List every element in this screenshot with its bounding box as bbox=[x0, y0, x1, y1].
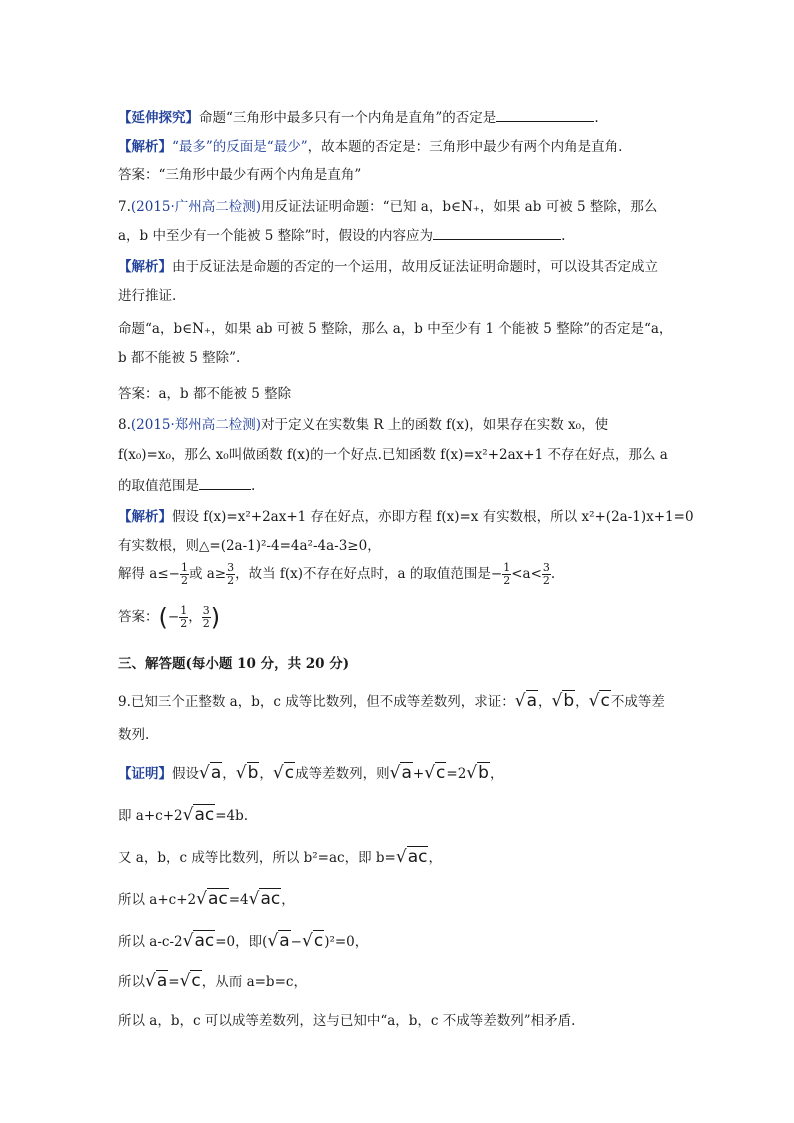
q8-analysis-2: 有实数根，则△=(2a-1)²-4=4a²-4a-3≥0， bbox=[118, 538, 381, 554]
q7-analysis-2: 进行推证. bbox=[118, 288, 177, 304]
sqrt-symbol: √ bbox=[466, 763, 478, 783]
fraction: $\frac{3}{2}$ bbox=[227, 561, 235, 587]
q8-line-2: f(x₀)=x₀，那么 x₀叫做函数 f(x)的一个好点.已知函数 f(x)=x²+2ax+1 不存在好点，那么 a bbox=[118, 447, 668, 463]
proof-line-2: 即 a+c+2√ac=4b. bbox=[118, 805, 249, 825]
sqrt-symbol: √ bbox=[235, 763, 247, 783]
sqrt-symbol: √ bbox=[395, 847, 407, 867]
answer-blank bbox=[433, 226, 561, 240]
analysis-text: ，故本题的否定是：三角形中最少有两个内角是直角. bbox=[307, 139, 623, 155]
sqrt-symbol: √ bbox=[301, 931, 313, 951]
q7-line-2: a，b 中至少有一个能被 5 整除”时，假设的内容应为 . bbox=[118, 228, 566, 244]
q7-analysis-3: 命题“a，b∈N₊，如果 ab 可被 5 整除，那么 a，b 中至少有 1 个能被 5 整除”的否定是“a， bbox=[118, 321, 673, 337]
q8-source: (2015·郑州高二检测) bbox=[130, 417, 262, 433]
sqrt-symbol: √ bbox=[179, 971, 191, 991]
section-heading: 三、解答题(每小题 10 分，共 20 分) bbox=[118, 656, 350, 672]
analysis-tag: 【解析】 bbox=[118, 139, 172, 155]
proof-line-5: 所以 a-c-2√ac=0，即(√a−√c)²=0， bbox=[118, 931, 369, 951]
sqrt-symbol: √ bbox=[182, 805, 194, 825]
q7-line-1: 7.(2015·广州高二检测)用反证法证明命题：“已知 a，b∈N₊，如果 ab 可被 5 整除，那么 bbox=[118, 199, 658, 215]
q7-answer: 答案：a，b 都不能被 5 整除 bbox=[118, 386, 292, 402]
extension-question: 【延伸探究】命题“三角形中最多只有一个内角是直角”的否定是 . bbox=[118, 110, 599, 126]
analysis-tag: 【解析】 bbox=[118, 509, 172, 525]
answer-blank bbox=[199, 476, 251, 490]
proof-line-4: 所以 a+c+2√ac=4√ac， bbox=[118, 889, 295, 909]
extension-answer: 答案：“三角形中最少有两个内角是直角” bbox=[118, 167, 362, 183]
q7-analysis-1: 【解析】由于反证法是命题的否定的一个运用，故用反证法证明命题时，可以设其否定成立 bbox=[118, 259, 658, 275]
sqrt-symbol: √ bbox=[196, 889, 207, 909]
proof-line-7: 所以 a，b，c 可以成等差数列，这与已知中“a，b，c 不成等差数列”相矛盾. bbox=[118, 1013, 576, 1029]
sqrt-symbol: √ bbox=[588, 691, 600, 711]
q7-analysis-4: b 都不能被 5 整除”. bbox=[118, 350, 241, 366]
sqrt-symbol: √ bbox=[248, 889, 260, 909]
q8-analysis-1: 【解析】假设 f(x)=x²+2ax+1 存在好点，亦即方程 f(x)=x 有实数根，所以 x²+(2a-1)x+1=0 bbox=[118, 509, 694, 525]
sqrt-symbol: √ bbox=[145, 971, 156, 991]
sqrt-symbol: √ bbox=[389, 763, 401, 783]
fraction: $\frac{1}{2}$ bbox=[180, 604, 188, 630]
fraction: $\frac{1}{2}$ bbox=[503, 561, 511, 587]
sqrt-symbol: √ bbox=[182, 931, 194, 951]
q8-line-1: 8.(2015·郑州高二检测)对于定义在实数集 R 上的函数 f(x)，如果存在实数 x₀，使 bbox=[118, 417, 609, 433]
proof-line-6: 所以√a=√c，从而 a=b=c， bbox=[118, 971, 307, 991]
sqrt-symbol: √ bbox=[199, 763, 210, 783]
proof-tag: 【证明】 bbox=[118, 766, 172, 782]
fraction: $\frac{1}{2}$ bbox=[180, 561, 188, 587]
proof-line-1: 【证明】假设√a，√b，√c成等差数列，则√a+√c=2√b， bbox=[118, 763, 504, 783]
fraction: $\frac{3}{2}$ bbox=[202, 604, 210, 630]
fraction: $\frac{3}{2}$ bbox=[542, 561, 550, 587]
q8-answer: 答案：(− $\frac{1}{2}$ ， $\frac{3}{2}$ ) bbox=[118, 603, 221, 632]
sqrt-symbol: √ bbox=[551, 691, 563, 711]
answer-blank bbox=[496, 108, 594, 122]
q8-line-3: 的取值范围是 . bbox=[118, 478, 256, 494]
sqrt-symbol: √ bbox=[267, 931, 279, 951]
sqrt-symbol: √ bbox=[514, 691, 526, 711]
extension-analysis bbox=[118, 138, 622, 156]
q9-line-2: 数列. bbox=[118, 727, 150, 743]
extension-tag: 【延伸探究】 bbox=[118, 110, 199, 126]
extension-text: 命题“三角形中最多只有一个内角是直角”的否定是 bbox=[199, 110, 497, 126]
sqrt-symbol: √ bbox=[424, 763, 436, 783]
proof-line-3: 又 a，b，c 成等比数列，所以 b²=ac，即 b=√ac， bbox=[118, 847, 442, 867]
sqrt-symbol: √ bbox=[272, 763, 284, 783]
q8-solution: 解得 a≤− $\frac{1}{2}$ 或 a≥ $\frac{3}{2}$ ，故当 f(x)不存在好点时，a 的取值范围是− $\frac{1}{2}$ <a< $\frac{3}{2}$ . bbox=[118, 561, 556, 587]
analysis-highlight: “最多”的反面是“最少” bbox=[172, 139, 308, 155]
analysis-tag: 【解析】 bbox=[118, 259, 172, 275]
q9-line-1: 9.已知三个正整数 a，b，c 成等比数列，但不成等差数列，求证：√a，√b，√c不成等差 bbox=[118, 691, 665, 711]
q7-source: (2015·广州高二检测) bbox=[130, 199, 262, 215]
